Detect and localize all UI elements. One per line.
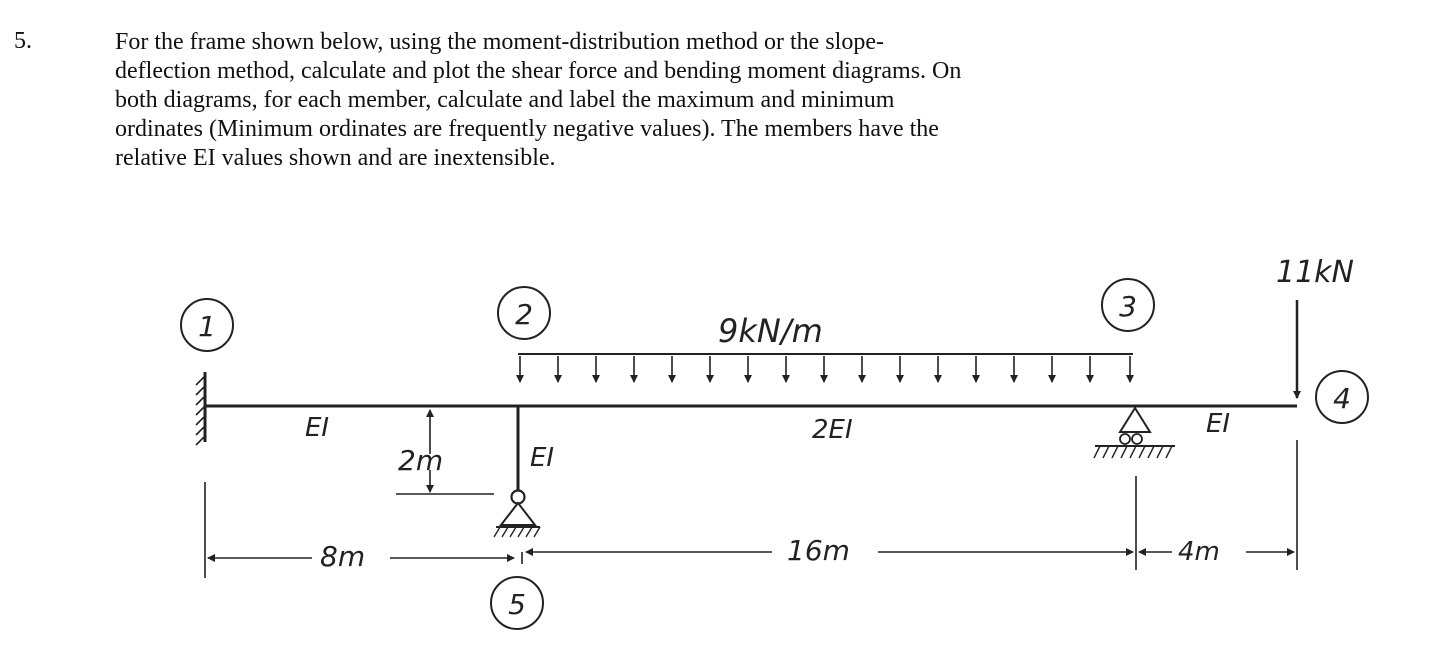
svg-text:2: 2 [515,298,533,331]
node-marker [181,299,233,351]
stiffness-label: EI [305,413,330,443]
fixed-support [196,372,205,445]
stiffness-label: EI [530,443,555,473]
dimension-line [205,440,1297,578]
node-marker [498,287,550,339]
node-marker [1316,371,1368,423]
pin-support [494,491,540,538]
svg-text:1: 1 [198,310,216,343]
problem-line: deflection method, calculate and plot the shear force and bending moment diagrams. On [115,58,962,84]
problem-line: both diagrams, for each member, calculate and label the maximum and minimum [115,87,895,113]
problem-line: For the frame shown below, using the moment-distribution method or the slope- [115,29,884,55]
problem-line: relative EI values shown and are inextensible. [115,145,556,171]
distributed-load-label: 9kN/m [718,312,823,350]
dimension-label: 8m [320,540,366,573]
stiffness-label: EI [1206,409,1231,439]
dimension-label: 4m [1178,537,1220,567]
dimension-label: 2m [398,444,444,477]
svg-text:5: 5 [508,588,526,621]
node-marker [491,577,543,629]
problem-number: 5. [14,28,32,54]
problem-line: ordinates (Minimum ordinates are frequently negative values). The members have the [115,116,939,142]
roller-support [1094,408,1175,458]
dimension-label: 16m [787,534,850,567]
svg-text:3: 3 [1119,290,1137,323]
svg-text:4: 4 [1333,382,1351,415]
stiffness-label: 2EI [812,415,853,445]
point-load-label: 11kN [1276,255,1354,290]
distributed-load [518,354,1133,382]
node-marker [1102,279,1154,331]
